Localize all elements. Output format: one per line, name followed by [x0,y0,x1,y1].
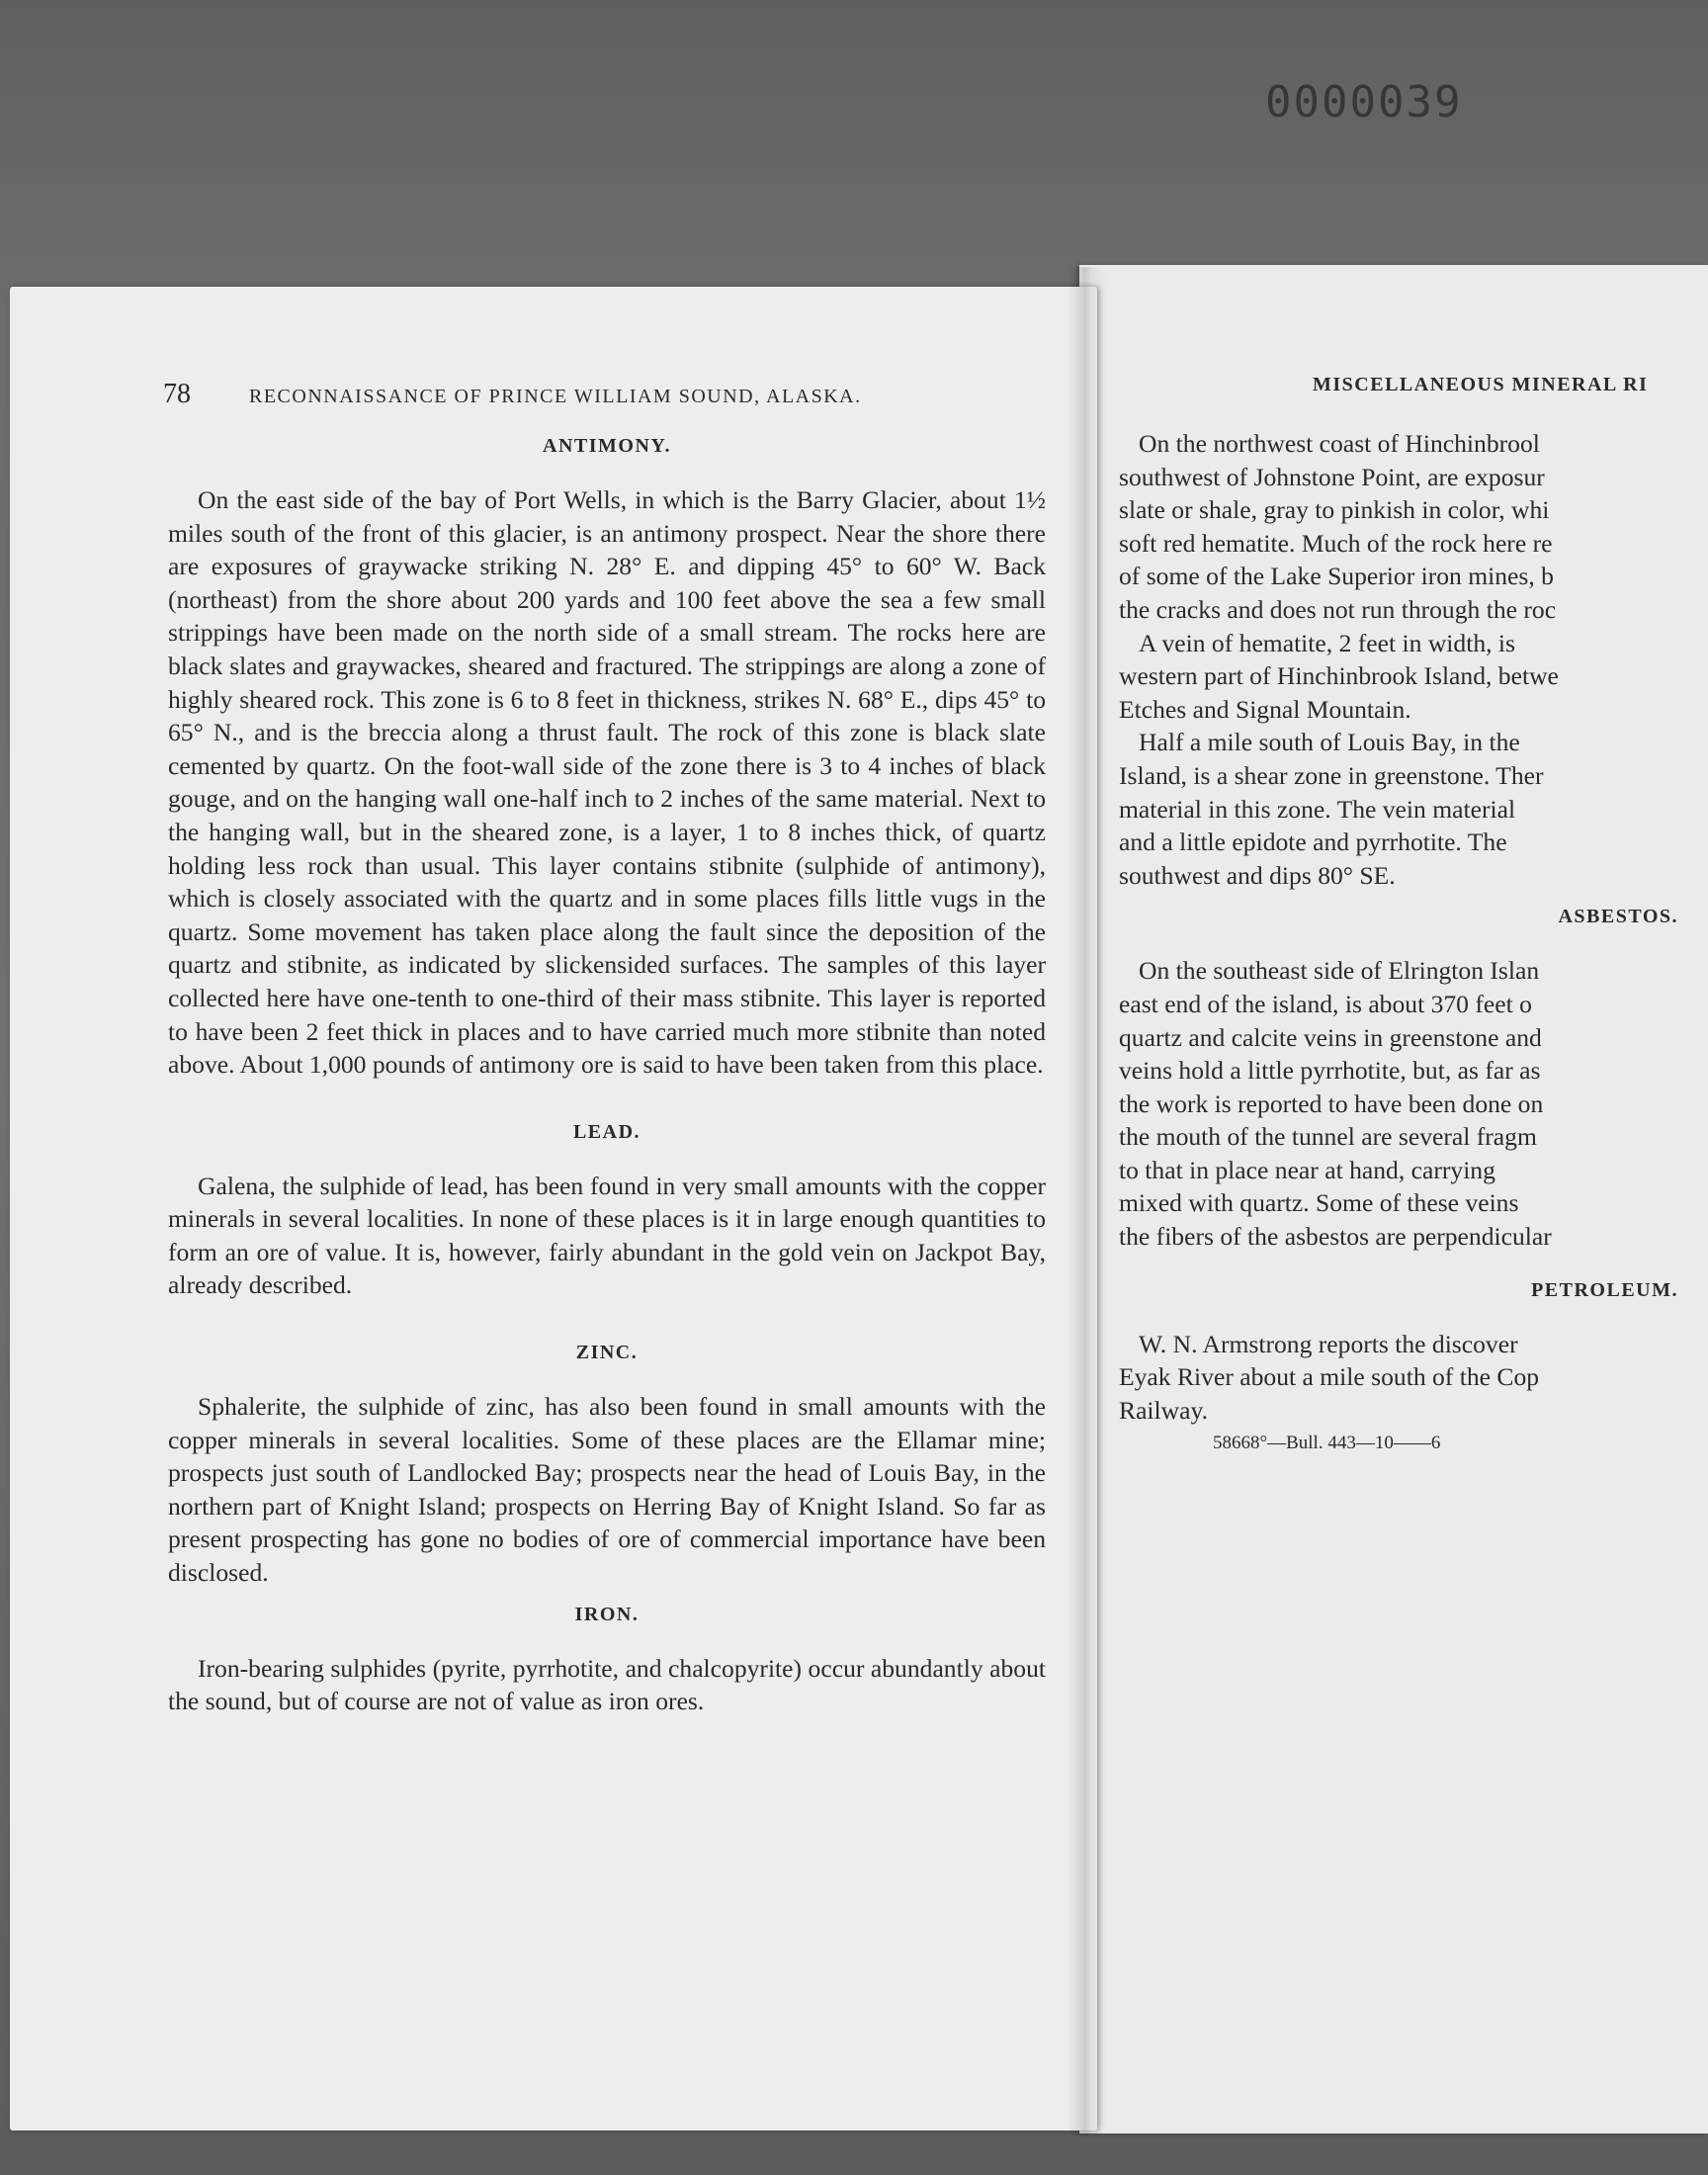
text-line: material in this zone. The vein material [1119,794,1516,824]
text-line: veins hold a little pyrrhotite, but, as far as [1119,1056,1541,1086]
section-heading-iron: IRON. [574,1603,640,1625]
paragraph-lead: Galena, the sulphide of lead, has been found in very small amounts with the copper minerals in several localities. In none of these places is it in large enough quantities to form an ore of value. It is, however, fairly abundant in the gold vein on Jackpot Bay, already described. [168,1171,1046,1300]
text-line: Eyak River about a mile south of the Cop [1119,1362,1540,1392]
printer-footnote: 58668°—Bull. 443—10——6 [1213,1433,1441,1454]
running-head-right: MISCELLANEOUS MINERAL RI [1313,374,1649,395]
paragraph-petroleum [1119,1328,1708,1428]
left-column [168,435,1046,1718]
page-number: 78 [163,379,191,409]
section-heading-zinc: ZINC. [575,1342,639,1364]
paragraph-asbestos [1119,954,1708,1253]
text-line: Railway. [1119,1395,1209,1425]
text-line: Half a mile south of Louis Bay, in the [1139,728,1520,757]
page-gutter [1068,267,1107,2135]
archive-stamp: 0000039 [1265,77,1463,128]
text-line: slate or shale, gray to pinkish in color, whi [1119,495,1550,525]
section-heading-lead: LEAD. [572,1120,641,1143]
paragraph-hematite-vein [1119,627,1708,727]
text-line: the fibers of the asbestos are perpendicular [1119,1222,1552,1252]
text-line: east end of the island, is about 370 feet o [1119,989,1532,1018]
paragraph-zinc: Sphalerite, the sulphide of zinc, has also been found in small amounts with the copper minerals in several localities. Some of these places are the Ellamar mine; prospects just south of Landlocked Bay; prospects near the head of Louis Bay, in the northern part of Knight Island; prospects on Herring Bay of Knight Island. So far as present prospecting has gone no bodies of ore of commercial importance have been disclosed. [168,1392,1046,1588]
running-head-left: RECONNAISSANCE OF PRINCE WILLIAM SOUND, ALASKA. [249,386,862,407]
right-column [1119,427,1708,1969]
section-heading-petroleum: PETROLEUM. [1531,1278,1678,1301]
text-line: quartz and calcite veins in greenstone and [1119,1022,1542,1052]
text-line: southwest and dips 80° SE. [1119,860,1396,890]
text-line: On the southeast side of Elrington Islan [1139,956,1540,986]
text-line: to that in place near at hand, carrying [1119,1155,1495,1184]
text-line: the mouth of the tunnel are several fragm [1119,1122,1537,1152]
paragraph-antimony: On the east side of the bay of Port Wells, in which is the Barry Glacier, about 1½ miles south of the front of this glacier, is an antimony prospect. Near the shore there are exposures of graywacke striking N. 28° E. and dipping 45° to 60° W. Back (northeast) from the shore about 200 yards and 100 feet above the sea a few small strippings have been made on the north side of a small stream. The rocks here are black slates and graywackes, sheared and fractured. The strippings are along a zone of highly sheared rock. This zone is 6 to 8 feet in thickness, strikes N. 68° E., dips 45° to 65° N., and is the breccia along a thrust fault. The rock of this zone is black slate cemented by quartz. On the foot-wall side of the zone there is 3 to 4 inches of black gouge, and on the hanging wall one-half inch to 2 inches of the same material. Next to the hanging wall, but in the sheared zone, is a layer, 1 to 8 inches thick, of quartz holding less rock than usual. This layer contains stibnite (sulphide of antimony), which is closely associated with the quartz and in some places fills little vugs in the quartz. Some movement has taken place along the fault since the deposition of the quartz and stibnite, as indicated by slickensided surfaces. The samples of this layer collected here have one-tenth to one-third of their mass stibnite. This layer is reported to have been 2 feet thick in places and to have carried much more stibnite than noted above. About 1,000 pounds of antimony ore is said to have been taken from this place. [168,485,1046,1080]
text-line: mixed with quartz. Some of these veins [1119,1188,1519,1218]
text-line: the work is reported to have been done on [1119,1088,1544,1118]
text-line: Etches and Signal Mountain. [1119,694,1411,724]
text-line: Island, is a shear zone in greenstone. Ther [1119,760,1544,790]
text-line: soft red hematite. Much of the rock here re [1119,528,1553,558]
text-line: On the northwest coast of Hinchinbrool [1139,429,1540,458]
text-line: and a little epidote and pyrrhotite. The [1119,827,1507,857]
text-line: western part of Hinchinbrook Island, betwe [1119,661,1559,691]
text-line: southwest of Johnstone Point, are exposur [1119,462,1545,491]
section-heading-asbestos: ASBESTOS. [1558,906,1678,928]
text-line: W. N. Armstrong reports the discover [1139,1329,1518,1358]
text-line: the cracks and does not run through the roc [1119,594,1557,624]
paragraph-hinchinbrook [1119,427,1708,627]
paragraph-iron: Iron-bearing sulphides (pyrite, pyrrhotite, and chalcopyrite) occur abundantly about the sound, but of course are not of value as iron ores. [168,1653,1046,1716]
text-line: A vein of hematite, 2 feet in width, is [1139,628,1515,657]
section-heading-antimony: ANTIMONY. [543,435,671,457]
paragraph-louis-bay [1119,726,1708,892]
text-line: of some of the Lake Superior iron mines, b [1119,562,1554,591]
